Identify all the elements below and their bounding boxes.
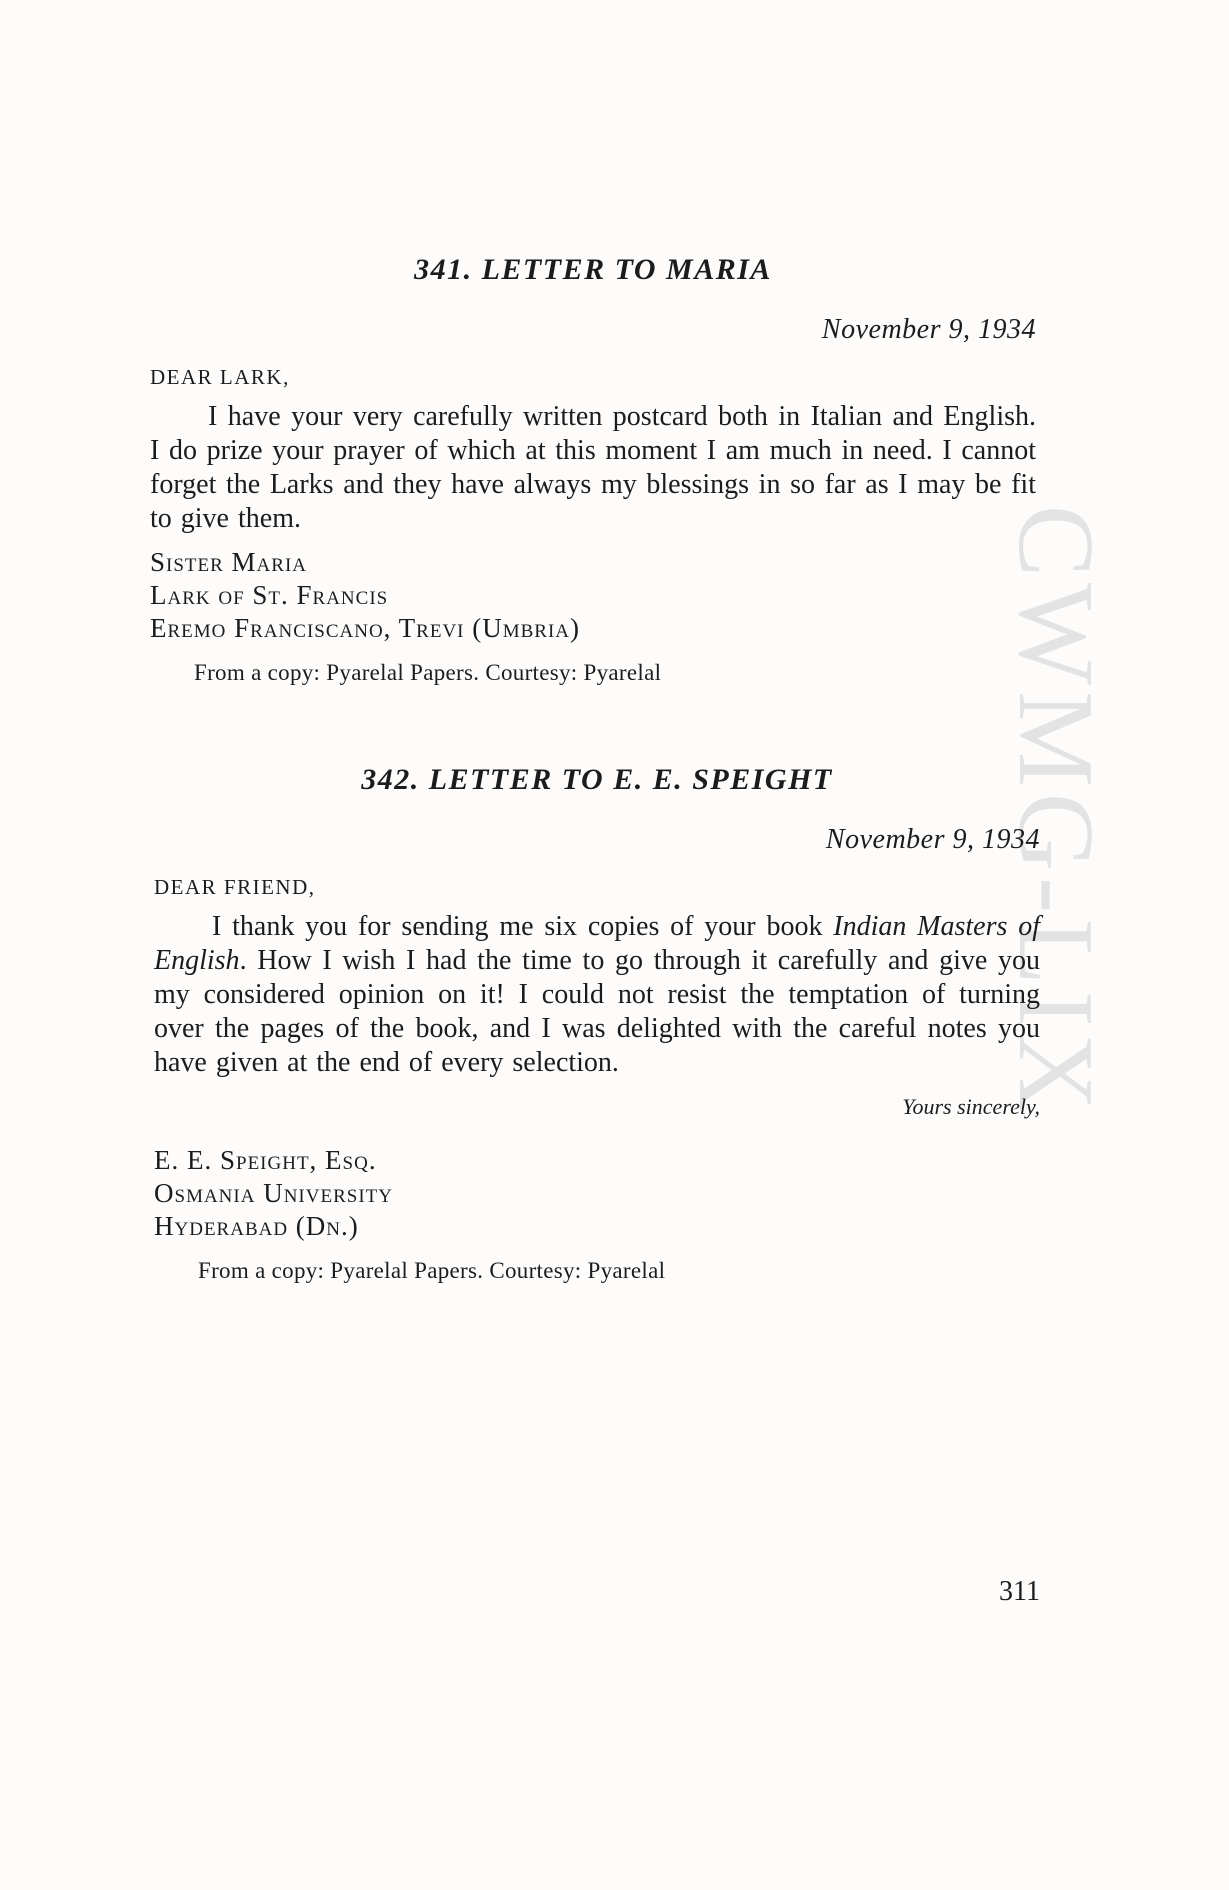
salutation: DEAR LARK, — [150, 365, 290, 389]
recipient-address — [150, 546, 1036, 645]
address-line: Sister Maria — [150, 547, 307, 577]
watermark: CWMG-LIX — [996, 505, 1115, 1117]
salutation: DEAR FRIEND, — [154, 875, 316, 899]
book-title: Indian Masters of English — [154, 911, 1040, 976]
body-rest: . How I wish I had the time to go through it carefully and give you my considered opinion on it! I could not resist the temptation of turning over the pages of the book, and I was delighted with the careful notes you have given at the end of every selection. — [154, 945, 1040, 1078]
address-line: E. E. Speight, Esq. — [154, 1145, 377, 1175]
address-line: Hyderabad (Dn.) — [154, 1211, 359, 1241]
page-number: 311 — [999, 1576, 1040, 1607]
address-line: Eremo Franciscano, Trevi (Umbria) — [150, 613, 581, 643]
letter-body: I have your very carefully written postcard both in Italian and English. I do prize your prayer of which at this moment I am much in need. I cannot forget the Larks and they have always my blessings in so far as I may be fit to give them. — [150, 401, 1036, 534]
body-intro: I thank you for sending me six copies of your book — [212, 911, 834, 942]
address-line: Osmania University — [154, 1178, 393, 1208]
letter-341 — [150, 248, 1036, 691]
source-note: From a copy: Pyarelal Papers. Courtesy: Pyarelal — [198, 1258, 666, 1283]
letter-title: 342. LETTER TO E. E. SPEIGHT — [361, 763, 833, 796]
letter-date: November 9, 1934 — [825, 824, 1040, 855]
letter-342 — [154, 758, 1040, 1289]
letter-date: November 9, 1934 — [821, 314, 1036, 345]
source-note: From a copy: Pyarelal Papers. Courtesy: Pyarelal — [194, 660, 662, 685]
address-line: Lark of St. Francis — [150, 580, 389, 610]
letter-body — [154, 910, 1040, 1080]
recipient-address — [154, 1144, 1040, 1243]
letter-title: 341. LETTER TO MARIA — [414, 253, 772, 286]
closing: Yours sincerely, — [902, 1094, 1040, 1119]
